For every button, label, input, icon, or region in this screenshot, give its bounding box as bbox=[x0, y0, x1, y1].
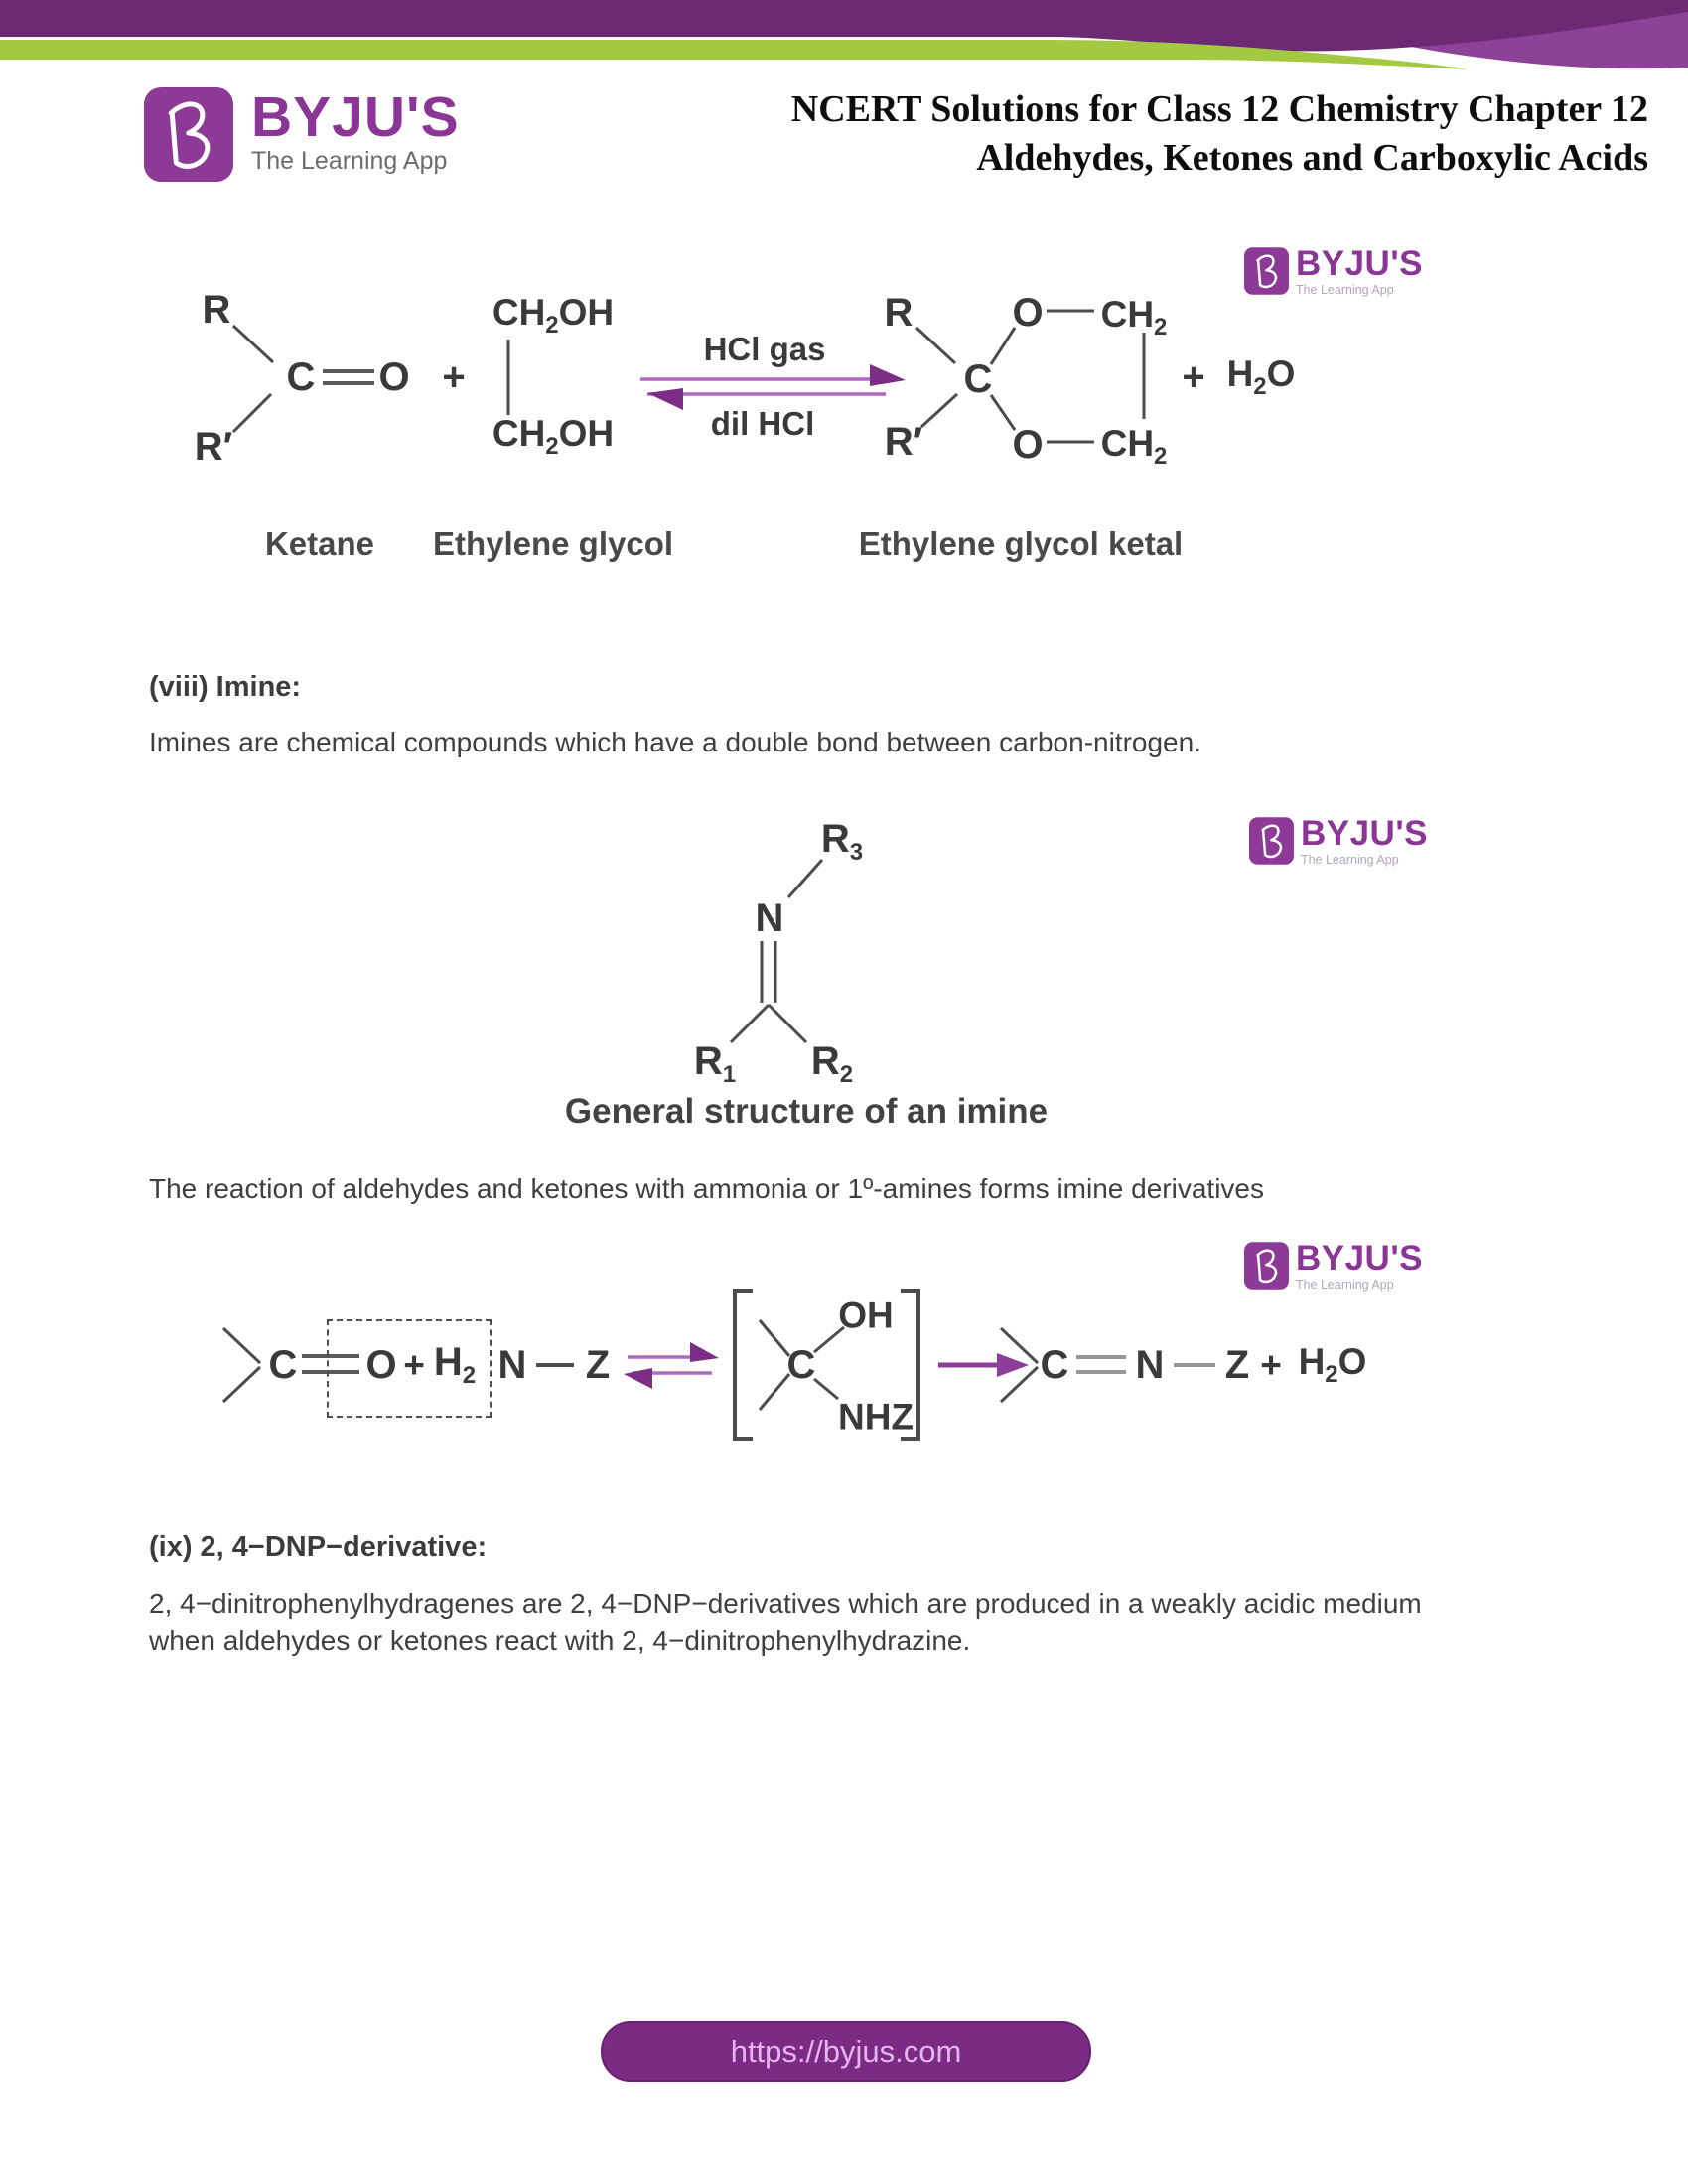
r2-group bbox=[811, 1041, 853, 1087]
glycol-bottom-formula bbox=[492, 415, 614, 459]
nitrogen-atom: N bbox=[1135, 1343, 1165, 1387]
plus-sign: + bbox=[1260, 1344, 1282, 1386]
carbon-atom: C bbox=[286, 355, 316, 399]
ch-part: CH bbox=[492, 292, 546, 333]
r-part: R bbox=[693, 1039, 723, 1083]
section-ix-body-line2: when aldehydes or ketones react with 2, 4−dinitrophenylhydrazine. bbox=[149, 1625, 971, 1656]
nitrogen-atom: N bbox=[497, 1343, 527, 1387]
oxygen-atom: O bbox=[365, 1343, 397, 1387]
water-formula bbox=[1299, 1343, 1367, 1387]
sub-2: 2 bbox=[1154, 314, 1168, 341]
imine-reaction-paragraph: The reaction of aldehydes and ketones with ammonia or 1º-amines forms imine derivatives bbox=[149, 1173, 1264, 1204]
section-ix-heading: (ix) 2, 4−DNP−derivative: bbox=[149, 1531, 488, 1563]
watermark-tagline: The Learning App bbox=[1295, 283, 1394, 297]
nitrogen-atom: N bbox=[755, 896, 784, 940]
oxygen-atom: O bbox=[378, 355, 410, 399]
ch-part: CH bbox=[1100, 423, 1155, 464]
r-group: R bbox=[202, 288, 231, 332]
oxygen-atom: O bbox=[1012, 291, 1044, 335]
byjus-logo bbox=[144, 87, 460, 182]
watermark-tagline: The Learning App bbox=[1300, 853, 1399, 867]
logo-brand-name: BYJU'S bbox=[251, 85, 460, 149]
watermark-brand: BYJU'S bbox=[1295, 244, 1423, 283]
imine-caption: General structure of an imine bbox=[564, 1092, 1049, 1131]
condition-hcl-gas: HCl gas bbox=[703, 331, 826, 367]
page-title-line2: Aldehydes, Ketones and Carboxylic Acids bbox=[976, 137, 1648, 179]
o-part: O bbox=[1337, 1341, 1367, 1382]
sub-1: 1 bbox=[722, 1061, 737, 1088]
byjus-logo-text bbox=[251, 87, 460, 176]
section-viii-heading: (viii) Imine: bbox=[149, 671, 302, 703]
page-title bbox=[675, 85, 1648, 183]
z-group: Z bbox=[1224, 1343, 1250, 1387]
header-wave-banner bbox=[0, 0, 1688, 99]
label-ethylene-glycol: Ethylene glycol bbox=[432, 525, 674, 562]
nhz-group: NHZ bbox=[837, 1396, 914, 1437]
oh-part: OH bbox=[558, 413, 615, 454]
carbon-atom: C bbox=[268, 1343, 298, 1387]
r-part: R bbox=[810, 1039, 840, 1083]
ch2-group bbox=[1101, 425, 1168, 469]
sub-2: 2 bbox=[839, 1061, 854, 1088]
h2-group bbox=[434, 1342, 476, 1388]
label-ethylene-glycol-ketal: Ethylene glycol ketal bbox=[858, 525, 1184, 562]
oxygen-atom: O bbox=[1012, 423, 1044, 467]
r-prime-group: R′ bbox=[194, 425, 233, 469]
r-prime-group: R′ bbox=[884, 420, 923, 464]
oh-part: OH bbox=[558, 292, 615, 333]
watermark-brand: BYJU'S bbox=[1295, 1239, 1423, 1278]
glycol-top-formula bbox=[492, 294, 614, 338]
sub-2: 2 bbox=[545, 312, 559, 339]
r3-group bbox=[821, 819, 863, 865]
sub-3: 3 bbox=[849, 839, 864, 866]
label-ketane: Ketane bbox=[264, 525, 375, 562]
water-formula bbox=[1227, 355, 1296, 399]
carbon-atom: C bbox=[786, 1343, 816, 1387]
sub-2: 2 bbox=[1325, 1361, 1338, 1388]
logo-tagline: The Learning App bbox=[251, 147, 448, 175]
h-part: H bbox=[433, 1340, 463, 1384]
r-part: R bbox=[820, 817, 850, 861]
o-part: O bbox=[1266, 353, 1296, 394]
page-title-line1: NCERT Solutions for Class 12 Chemistry Chapter 12 bbox=[790, 88, 1648, 130]
byjus-logo-icon bbox=[144, 87, 233, 182]
sub-2: 2 bbox=[545, 433, 559, 460]
imine-structure-diagram bbox=[564, 814, 1192, 1142]
h-part: H bbox=[1226, 353, 1254, 394]
sub-2: 2 bbox=[1253, 373, 1267, 400]
carbon-atom: C bbox=[963, 357, 993, 401]
watermark-brand: BYJU'S bbox=[1300, 814, 1428, 853]
plus-sign: + bbox=[442, 355, 466, 399]
ch-part: CH bbox=[492, 413, 546, 454]
carbon-atom: C bbox=[1040, 1343, 1069, 1387]
watermark-tagline: The Learning App bbox=[1295, 1278, 1394, 1292]
plus-sign: + bbox=[403, 1344, 425, 1386]
section-viii-body: Imines are chemical compounds which have a double bond between carbon-nitrogen. bbox=[149, 727, 1201, 757]
footer-url-label[interactable]: https://byjus.com bbox=[730, 2033, 962, 2069]
ch2-group bbox=[1101, 296, 1168, 340]
byjus-watermark bbox=[1249, 816, 1428, 867]
sub-2: 2 bbox=[1154, 443, 1168, 470]
ch-part: CH bbox=[1100, 294, 1155, 335]
section-ix-body-line1: 2, 4−dinitrophenylhydragenes are 2, 4−DNP−derivatives which are produced in a weakly acidic medium bbox=[149, 1588, 1422, 1619]
r-group: R bbox=[884, 291, 914, 335]
r1-group bbox=[694, 1041, 736, 1087]
footer-url-button[interactable] bbox=[601, 2021, 1091, 2082]
byjus-watermark-icon bbox=[1249, 816, 1294, 866]
reaction-ketal-diagram bbox=[139, 268, 1410, 576]
plus-sign: + bbox=[1182, 355, 1205, 399]
hydroxyl-group: OH bbox=[838, 1295, 894, 1336]
sub-2: 2 bbox=[462, 1362, 477, 1389]
h-part: H bbox=[1298, 1341, 1326, 1382]
z-group: Z bbox=[585, 1343, 611, 1387]
condition-dil-hcl: dil HCl bbox=[710, 405, 815, 442]
reaction-imine-diagram bbox=[199, 1278, 1430, 1454]
